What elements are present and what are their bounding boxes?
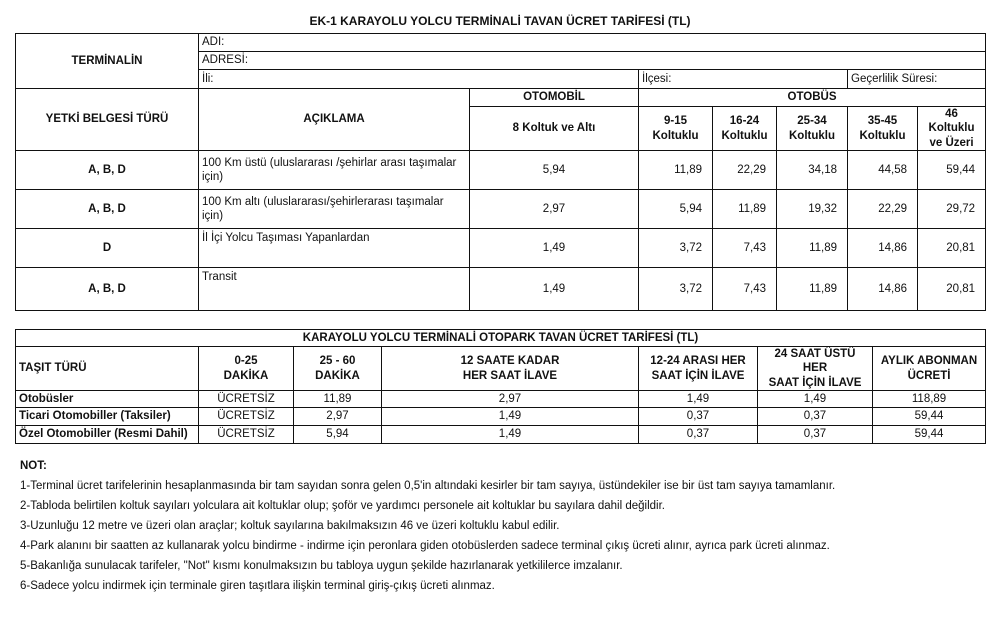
note-item: 3-Uzunluğu 12 metre ve üzeri olan araçlar; koltuk sayılarına bakılmaksızın 46 ve üzeri koltuklu kabul edilir.: [20, 520, 560, 532]
fare-cell: 20,81: [918, 268, 986, 311]
col-monthly-header: AYLIK ABONMAN ÜCRETİ: [873, 347, 986, 391]
col-24plus-header: 24 SAAT ÜSTÜ HER SAAT İÇİN İLAVE: [758, 347, 873, 391]
parking-row: [16, 408, 986, 426]
license-cell: A, B, D: [16, 268, 199, 311]
fare-cell: 11,89: [777, 229, 848, 268]
parking-fare-table: [15, 329, 986, 444]
fare-cell: 2,97: [470, 190, 639, 229]
license-type-header: YETKİ BELGESİ TÜRÜ: [16, 89, 199, 151]
fare-cell: 34,18: [777, 151, 848, 190]
note-item: 5-Bakanlığa sunulacak tarifeler, "Not" kısmı konulmaksızın bu tabloya uygun şekilde hazırlanarak yetkililerce imzalanır.: [20, 560, 623, 572]
col-12h-header: 12 SAATE KADAR HER SAAT İLAVE: [382, 347, 639, 391]
description-header: AÇIKLAMA: [199, 89, 470, 151]
note-item: 1-Terminal ücret tarifelerinin hesaplanmasında bir tam sayıdan sonra gelen 0,5'in altındaki kesirler bir tam sayıya, üstündekiler ise bir üst tam sayıya tamamlanır.: [20, 480, 836, 492]
fare-cell: 29,72: [918, 190, 986, 229]
note-item: 6-Sadece yolcu indirmek için terminale giren taşıtlara ilişkin terminal giriş-çıkış ücreti alınmaz.: [20, 580, 495, 592]
parking-cell: 5,94: [294, 426, 382, 444]
seat-9-15-header: 9-15 Koltuklu: [639, 107, 713, 151]
terminal-address-field[interactable]: ADRESİ:: [199, 52, 986, 70]
fare-row: [16, 190, 986, 229]
vehicle-type-header: TAŞIT TÜRÜ: [16, 347, 199, 391]
col-25-60-header: 25 - 60 DAKİKA: [294, 347, 382, 391]
parking-cell: 11,89: [294, 391, 382, 408]
fare-cell: 14,86: [848, 268, 918, 311]
description-cell: 100 Km üstü (uluslararası /şehirlar arası taşımalar için): [199, 151, 470, 190]
license-cell: D: [16, 229, 199, 268]
fare-row: [16, 151, 986, 190]
fare-cell: 22,29: [848, 190, 918, 229]
parking-cell: 2,97: [382, 391, 639, 408]
parking-row: [16, 391, 986, 408]
fare-cell: 5,94: [470, 151, 639, 190]
description-cell: 100 Km altı (uluslararası/şehirlerarası taşımalar için): [199, 190, 470, 229]
fare-cell: 14,86: [848, 229, 918, 268]
fare-row: [16, 268, 986, 311]
terminal-label: TERMİNALİN: [16, 34, 199, 89]
fare-cell: 44,58: [848, 151, 918, 190]
seat-auto-header: 8 Koltuk ve Altı: [470, 107, 639, 151]
parking-cell: 118,89: [873, 391, 986, 408]
fare-cell: 7,43: [713, 229, 777, 268]
terminal-fare-table: [15, 33, 986, 311]
fare-cell: 11,89: [639, 151, 713, 190]
district-field[interactable]: İlçesi:: [639, 70, 848, 89]
fare-cell: 7,43: [713, 268, 777, 311]
fare-row: [16, 229, 986, 268]
parking-cell: 59,44: [873, 426, 986, 444]
note-item: 4-Park alanını bir saatten az kullanarak yolcu bindirme - indirme için peronlara giden otobüslerden sadece terminal çıkış ücreti alınır, ayrıca park ücreti alınmaz.: [20, 540, 830, 552]
parking-cell: ÜCRETSİZ: [199, 391, 294, 408]
license-cell: A, B, D: [16, 151, 199, 190]
fare-cell: 19,32: [777, 190, 848, 229]
province-field[interactable]: İli:: [199, 70, 639, 89]
description-cell: İl İçi Yolcu Taşıması Yapanlardan: [199, 229, 470, 268]
parking-cell: 1,49: [382, 426, 639, 444]
parking-cell: ÜCRETSİZ: [199, 408, 294, 426]
fare-cell: 59,44: [918, 151, 986, 190]
fare-cell: 3,72: [639, 229, 713, 268]
document-title: EK-1 KARAYOLU YOLCU TERMİNALİ TAVAN ÜCRET TARİFESİ (TL): [309, 14, 691, 28]
description-cell: Transit: [199, 268, 470, 311]
vehicle-cell: Otobüsler: [16, 391, 199, 408]
parking-cell: 2,97: [294, 408, 382, 426]
col-0-25-header: 0-25 DAKİKA: [199, 347, 294, 391]
vehicle-cell: Özel Otomobiller (Resmi Dahil): [16, 426, 199, 444]
notes-heading: NOT:: [20, 460, 47, 472]
parking-table-title: KARAYOLU YOLCU TERMİNALİ OTOPARK TAVAN ÜCRET TARİFESİ (TL): [16, 330, 986, 347]
vehicle-cell: Ticari Otomobiller (Taksiler): [16, 408, 199, 426]
fare-cell: 3,72: [639, 268, 713, 311]
parking-cell: 0,37: [758, 426, 873, 444]
parking-cell: 0,37: [639, 426, 758, 444]
bus-group-header: OTOBÜS: [639, 89, 986, 107]
seat-16-24-header: 16-24 Koltuklu: [713, 107, 777, 151]
fare-cell: 20,81: [918, 229, 986, 268]
parking-cell: 0,37: [758, 408, 873, 426]
automobile-group-header: OTOMOBİL: [470, 89, 639, 107]
fare-cell: 1,49: [470, 268, 639, 311]
fare-cell: 22,29: [713, 151, 777, 190]
fare-cell: 1,49: [470, 229, 639, 268]
col-12-24-header: 12-24 ARASI HER SAAT İÇİN İLAVE: [639, 347, 758, 391]
parking-row: [16, 426, 986, 444]
parking-cell: 59,44: [873, 408, 986, 426]
fare-cell: 5,94: [639, 190, 713, 229]
note-item: 2-Tabloda belirtilen koltuk sayıları yolculara ait koltuklar olup; şoför ve yardımcı personele ait koltuklar bu sayılara dahil değildir.: [20, 500, 665, 512]
fare-cell: 11,89: [713, 190, 777, 229]
license-cell: A, B, D: [16, 190, 199, 229]
parking-cell: 1,49: [382, 408, 639, 426]
parking-cell: 1,49: [758, 391, 873, 408]
seat-46-header: 46 Koltuklu ve Üzeri: [918, 107, 986, 151]
parking-cell: ÜCRETSİZ: [199, 426, 294, 444]
terminal-name-field[interactable]: ADI:: [199, 34, 986, 52]
parking-cell: 0,37: [639, 408, 758, 426]
notes-section: [20, 456, 835, 596]
seat-25-34-header: 25-34 Koltuklu: [777, 107, 848, 151]
parking-cell: 1,49: [639, 391, 758, 408]
seat-35-45-header: 35-45 Koltuklu: [848, 107, 918, 151]
fare-cell: 11,89: [777, 268, 848, 311]
validity-field[interactable]: Geçerlilik Süresi:: [848, 70, 986, 89]
